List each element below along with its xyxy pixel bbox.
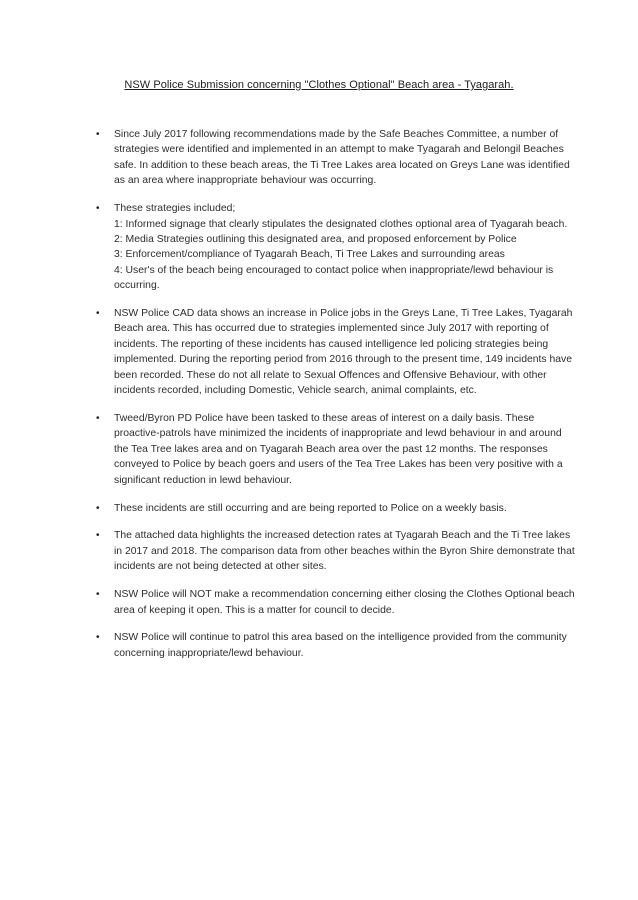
list-item (96, 127, 576, 189)
bullet-icon: • (96, 203, 100, 215)
list-item (96, 411, 576, 488)
bullet-icon: • (96, 502, 100, 514)
bullet-icon: • (96, 129, 100, 140)
document-title: NSW Police Submission concerning "Clothes Optional" Beach area - Tyagarah. (124, 79, 514, 91)
list-item (96, 306, 576, 398)
paragraph-text: These strategies included; 1: Informed signage that clearly stipulates the designated clothes optional area of Tyagarah beach. 2: Media Strategies outlining this designated area, and proposed enforcement by Police 3: Enforcement/compliance of Tyagarah Beach, Ti Tree Lakes and surrounding areas 4: User's of the beach being encouraged to contact police when inappropriate/lewd behaviour is occurring. (114, 203, 568, 292)
paragraph-text: These incidents are still occurring and are being reported to Police on a weekly basis. (114, 502, 507, 514)
paragraph-text: NSW Police will continue to patrol this area based on the intelligence provided from the community concerning inappropriate/lewd behaviour. (114, 632, 567, 659)
list-item (96, 501, 576, 516)
bullet-icon: • (96, 589, 100, 601)
list-item (96, 201, 576, 293)
list-item (96, 587, 576, 618)
list-item (96, 528, 576, 574)
paragraph-text: NSW Police will NOT make a recommendation concerning either closing the Clothes Optional beach area of keeping it open. This is a matter for council to decide. (114, 589, 575, 616)
bullet-icon: • (96, 308, 100, 320)
bullet-icon: • (96, 632, 100, 644)
bullet-list (96, 127, 576, 674)
paragraph-text: NSW Police CAD data shows an increase in Police jobs in the Greys Lane, Ti Tree Lakes, Tyagarah Beach area. This has occurred due to strategies implemented since July 2017 with reporting of incidents. The reporting of these incidents has caused intelligence led policing strategies being implemented. During the reporting period from 2016 through to the present time, 149 incidents have been recorded. These do not all relate to Sexual Offences and Offensive Behaviour, with other incidents recorded, including Domestic, Vehicle search, animal complaints, etc. (114, 308, 573, 397)
paragraph-text: The attached data highlights the increased detection rates at Tyagarah Beach and the Ti Tree lakes in 2017 and 2018. The comparison data from other beaches within the Byron Shire demonstrate that incidents are not being detected at other sites. (114, 530, 575, 573)
paragraph-text: Since July 2017 following recommendations made by the Safe Beaches Committee, a number of strategies were identified and implemented in an attempt to make Tyagarah and Belongil Beaches safe. In addition to these beach areas, the Ti Tree Lakes area located on Greys Lane was identified as an area where inappropriate behaviour was occurring. (114, 129, 570, 187)
list-item (96, 630, 576, 661)
bullet-icon: • (96, 530, 100, 542)
paragraph-text: Tweed/Byron PD Police have been tasked to these areas of interest on a daily basis. These proactive-patrols have minimized the incidents of inappropriate and lewd behaviour in and around the Tea Tree lakes area and on Tyagarah Beach area over the past 12 months. The responses conveyed to Police by beach goers and users of the Tea Tree Lakes has been very positive with a significant reduction in lewd behaviour. (114, 413, 563, 486)
bullet-icon: • (96, 413, 100, 424)
